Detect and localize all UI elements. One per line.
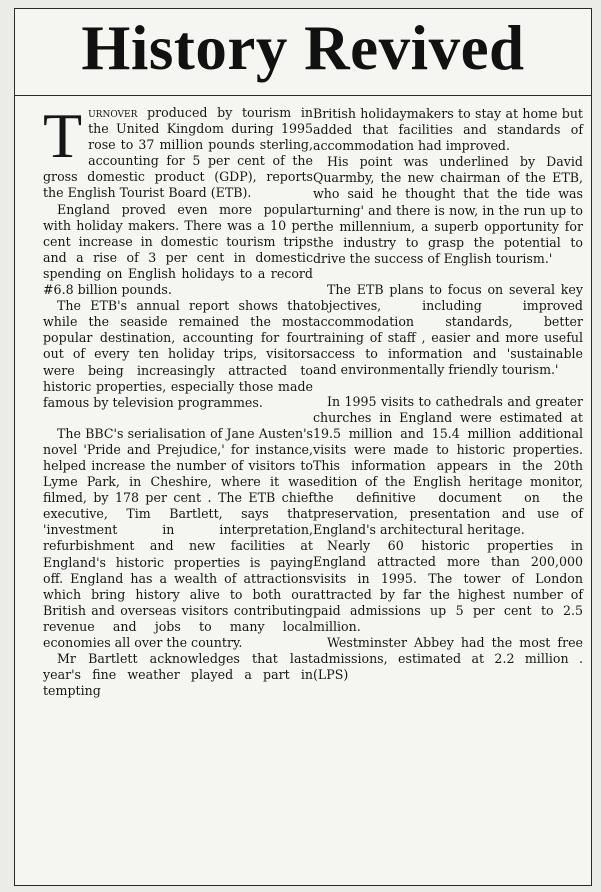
- article-paragraph: Nearly 60 historic properties in England attracted more than 200,000 visits in 1995. The tower of London attracted by far the highest number of paid admissions up 5 per cent to 2.5 million.: [313, 538, 583, 634]
- article-column-left: [43, 100, 313, 699]
- headline: History Revived: [81, 13, 525, 83]
- article-paragraph: In 1995 visits to cathedrals and greater churches in England were estimated at 19.5 million and 15.4 million additional visits were made to historic properties. This information appears in the 20th edition of the English heritage monitor, the definitive document on the preservation, presentation and use of England's architectural heritage.: [313, 393, 583, 538]
- article-paragraph: [43, 100, 313, 202]
- article-paragraph: The ETB plans to focus on several key objectives, including improved accommodation standards, better training of staff , easier and more useful access to information and 'sustainable and environmentally friendly tourism.': [313, 281, 583, 378]
- article-column-right: [313, 106, 583, 683]
- article-paragraph: Mr Bartlett acknowledges that last year's fine weather played a part in tempting: [43, 651, 313, 699]
- headline-rule: [15, 95, 591, 96]
- article-paragraph: British holidaymakers to stay at home but added that facilities and standards of accommodation had improved.: [313, 106, 583, 154]
- news-clipping: [14, 8, 592, 886]
- article-paragraph: Westminster Abbey had the most free admissions, estimated at 2.2 million . (LPS): [313, 634, 583, 683]
- lead-word: urnover: [88, 105, 138, 120]
- drop-cap: T: [43, 100, 83, 171]
- article-paragraph: The ETB's annual report shows that while the seaside remained the most popular destination, accounting for four out of every ten holiday trips, visitors were being increasingly attracted to historic properties, especially those made famous by television programmes.: [43, 298, 313, 410]
- article-paragraph: The BBC's serialisation of Jane Austen's novel 'Pride and Prejudice,' for instance, helped increase the number of visitors to Lyme Park, in Cheshire, where it was filmed, by 178 per cent . The ETB chief executive, Tim Bartlett, says that 'investment in interpretation, refurbishment and new facilities at England's historic properties is paying off. England has a wealth of attractions which bring history alive to both our British and overseas visitors contributing revenue and jobs to many local economies all over the country.: [43, 425, 313, 650]
- paragraph-text: produced by tourism in the United Kingdom during 1995 rose to 37 million pounds sterling, accounting for 5 per cent of the gross domestic product (GDP), reports the English Tourist Board (ETB).: [43, 105, 313, 201]
- article-paragraph: England proved even more popular with holiday makers. There was a 10 per cent increase in domestic tourism trips and a rise of 3 per cent in domestic spending on English holidays to a record #6.8 billion pounds.: [43, 201, 313, 298]
- article-paragraph: His point was underlined by David Quarmby, the new chairman of the ETB, who said he thought that the tide was turning' and there is now, in the run up to the millennium, a superb opportunity for the industry to grasp the potential to drive the success of English tourism.': [313, 154, 583, 266]
